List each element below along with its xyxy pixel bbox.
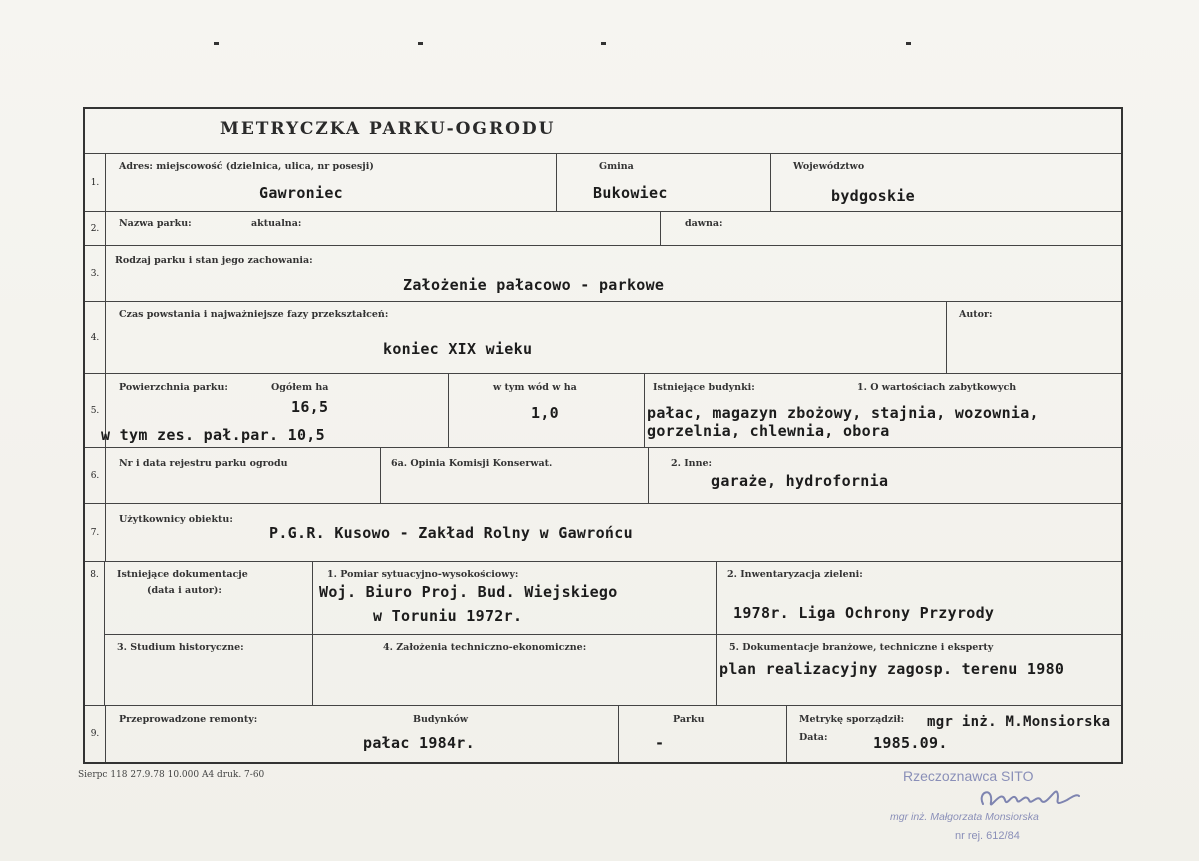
current-name-label: aktualna:: [251, 218, 302, 229]
print-footer: Sierpc 118 27.9.78 10.000 A4 druk. 7-60: [78, 770, 265, 780]
date-label: Data:: [799, 732, 828, 743]
inventory-label: 2. Inwentaryzacja zieleni:: [727, 569, 863, 580]
branch-docs-cell: [717, 634, 1121, 706]
row-number: 9.: [85, 706, 106, 762]
history-label: 3. Studium historyczne:: [117, 642, 244, 653]
monument-buildings-label: 1. O wartościach zabytkowych: [857, 382, 1017, 393]
park-name-label: Nazwa parku:: [119, 218, 192, 229]
users-label: Użytkownicy obiektu:: [119, 514, 233, 525]
row-park-type: [85, 245, 1121, 301]
registry-cell: [105, 448, 381, 503]
row-registry: [85, 447, 1121, 503]
water-area-value: 1,0: [531, 404, 559, 422]
park-type-cell: [105, 246, 1121, 301]
registry-label: Nr i data rejestru parku ogrodu: [119, 458, 288, 469]
park-renovation-value: -: [655, 734, 665, 752]
park-renovation-label: Parku: [673, 714, 705, 725]
area-label: Powierzchnia parku:: [119, 382, 228, 393]
total-area-value: 16,5: [291, 398, 329, 416]
users-cell: [105, 504, 1121, 561]
form-title: METRYCZKA PARKU-OGRODU: [220, 119, 556, 139]
origin-label: Czas powstania i najważniejsze fazy przekształceń:: [119, 309, 389, 320]
docs-sub-label: (data i autor):: [147, 585, 222, 596]
row-number: 8.: [85, 562, 105, 706]
total-area-label: Ogółem ha: [271, 382, 329, 393]
prepared-by-value: mgr inż. M.Monsiorska: [927, 714, 1111, 730]
buildings-line-2: gorzelnia, chlewnia, obora: [647, 422, 890, 440]
other-buildings-value: garaże, hydrofornia: [711, 472, 889, 490]
tech-cell: [313, 634, 717, 706]
former-name-label: dawna:: [685, 218, 723, 229]
former-name-cell: [661, 212, 1121, 245]
gmina-cell: [557, 154, 771, 211]
renovations-cell: [105, 706, 619, 762]
row-documentation: [85, 561, 1121, 705]
renovations-label: Przeprowadzone remonty:: [119, 714, 258, 725]
corner-mark: [601, 42, 606, 45]
opinion-cell: [381, 448, 649, 503]
park-type-value: Założenie pałacowo - parkowe: [403, 276, 665, 294]
row-park-name: [85, 211, 1121, 245]
row-address: [85, 153, 1121, 211]
row-number: 1.: [85, 154, 106, 211]
survey-label: 1. Pomiar sytuacyjno-wysokościowy:: [327, 569, 519, 580]
park-renovation-cell: [619, 706, 787, 762]
gmina-value: Bukowiec: [593, 184, 668, 202]
voivodeship-label: Województwo: [793, 161, 865, 172]
water-area-label: w tym wód w ha: [493, 382, 577, 393]
address-label: Adres: miejscowość (dzielnica, ulica, nr posesji): [119, 161, 374, 172]
renovated-buildings-value: pałac 1984r.: [363, 734, 475, 752]
row-number: 2.: [85, 212, 106, 245]
address-cell: [105, 154, 557, 211]
renovated-buildings-label: Budynków: [413, 714, 469, 725]
author-label: Autor:: [959, 309, 993, 320]
row-number: 7.: [85, 504, 106, 561]
park-type-label: Rodzaj parku i stan jego zachowania:: [115, 255, 313, 266]
corner-mark: [418, 42, 423, 45]
area-cell: [101, 374, 449, 447]
gmina-label: Gmina: [599, 161, 634, 172]
prepared-by-cell: [787, 706, 1121, 762]
other-buildings-cell: [649, 448, 1121, 503]
survey-line-2: w Toruniu 1972r.: [373, 607, 523, 625]
branch-docs-value: plan realizacyjny zagosp. terenu 1980: [719, 660, 1065, 678]
buildings-label: Istniejące budynki:: [653, 382, 755, 393]
buildings-line-1: pałac, magazyn zbożowy, stajnia, wozownia,: [647, 404, 1039, 422]
water-area-cell: [449, 374, 645, 447]
date-value: 1985.09.: [873, 734, 948, 752]
row-origin: [85, 301, 1121, 373]
stamp-title: Rzeczoznawca SITO: [903, 768, 1034, 784]
docs-cell: [105, 562, 313, 634]
row-area: [85, 373, 1121, 447]
row-number: 6.: [85, 448, 106, 503]
docs-label: Istniejące dokumentacje: [117, 569, 248, 580]
row-number: 5.: [85, 374, 106, 447]
survey-cell: [313, 562, 717, 634]
voivodeship-cell: [771, 154, 1121, 211]
row-number: 4.: [85, 302, 106, 373]
stamp-registry: nr rej. 612/84: [955, 830, 1020, 842]
other-buildings-label: 2. Inne:: [671, 458, 713, 469]
stamp-name: mgr inż. Małgorzata Monsiorska: [890, 811, 1039, 823]
address-value: Gawroniec: [259, 184, 343, 202]
inventory-cell: [717, 562, 1121, 634]
row-renovations: [85, 705, 1121, 762]
current-name-cell: [105, 212, 661, 245]
history-cell: [105, 634, 313, 706]
corner-mark: [906, 42, 911, 45]
opinion-label: 6a. Opinia Komisji Konserwat.: [391, 458, 553, 469]
author-cell: [947, 302, 1121, 373]
row-users: [85, 503, 1121, 561]
users-value: P.G.R. Kusowo - Zakład Rolny w Gawrońcu: [269, 524, 633, 542]
branch-docs-label: 5. Dokumentacje branżowe, techniczne i eksperty: [729, 642, 994, 653]
park-form: [83, 107, 1123, 764]
origin-value: koniec XIX wieku: [383, 340, 533, 358]
inventory-value: 1978r. Liga Ochrony Przyrody: [733, 604, 995, 622]
sub-area-value: w tym zes. pał.par. 10,5: [101, 426, 325, 444]
corner-mark: [214, 42, 219, 45]
row-number: 3.: [85, 246, 106, 301]
tech-label: 4. Założenia techniczno-ekonomiczne:: [383, 642, 587, 653]
survey-line-1: Woj. Biuro Proj. Bud. Wiejskiego: [319, 583, 618, 601]
origin-cell: [105, 302, 947, 373]
prepared-by-label: Metrykę sporządził:: [799, 714, 905, 725]
voivodeship-value: bydgoskie: [831, 187, 915, 205]
buildings-cell: [645, 374, 1121, 447]
